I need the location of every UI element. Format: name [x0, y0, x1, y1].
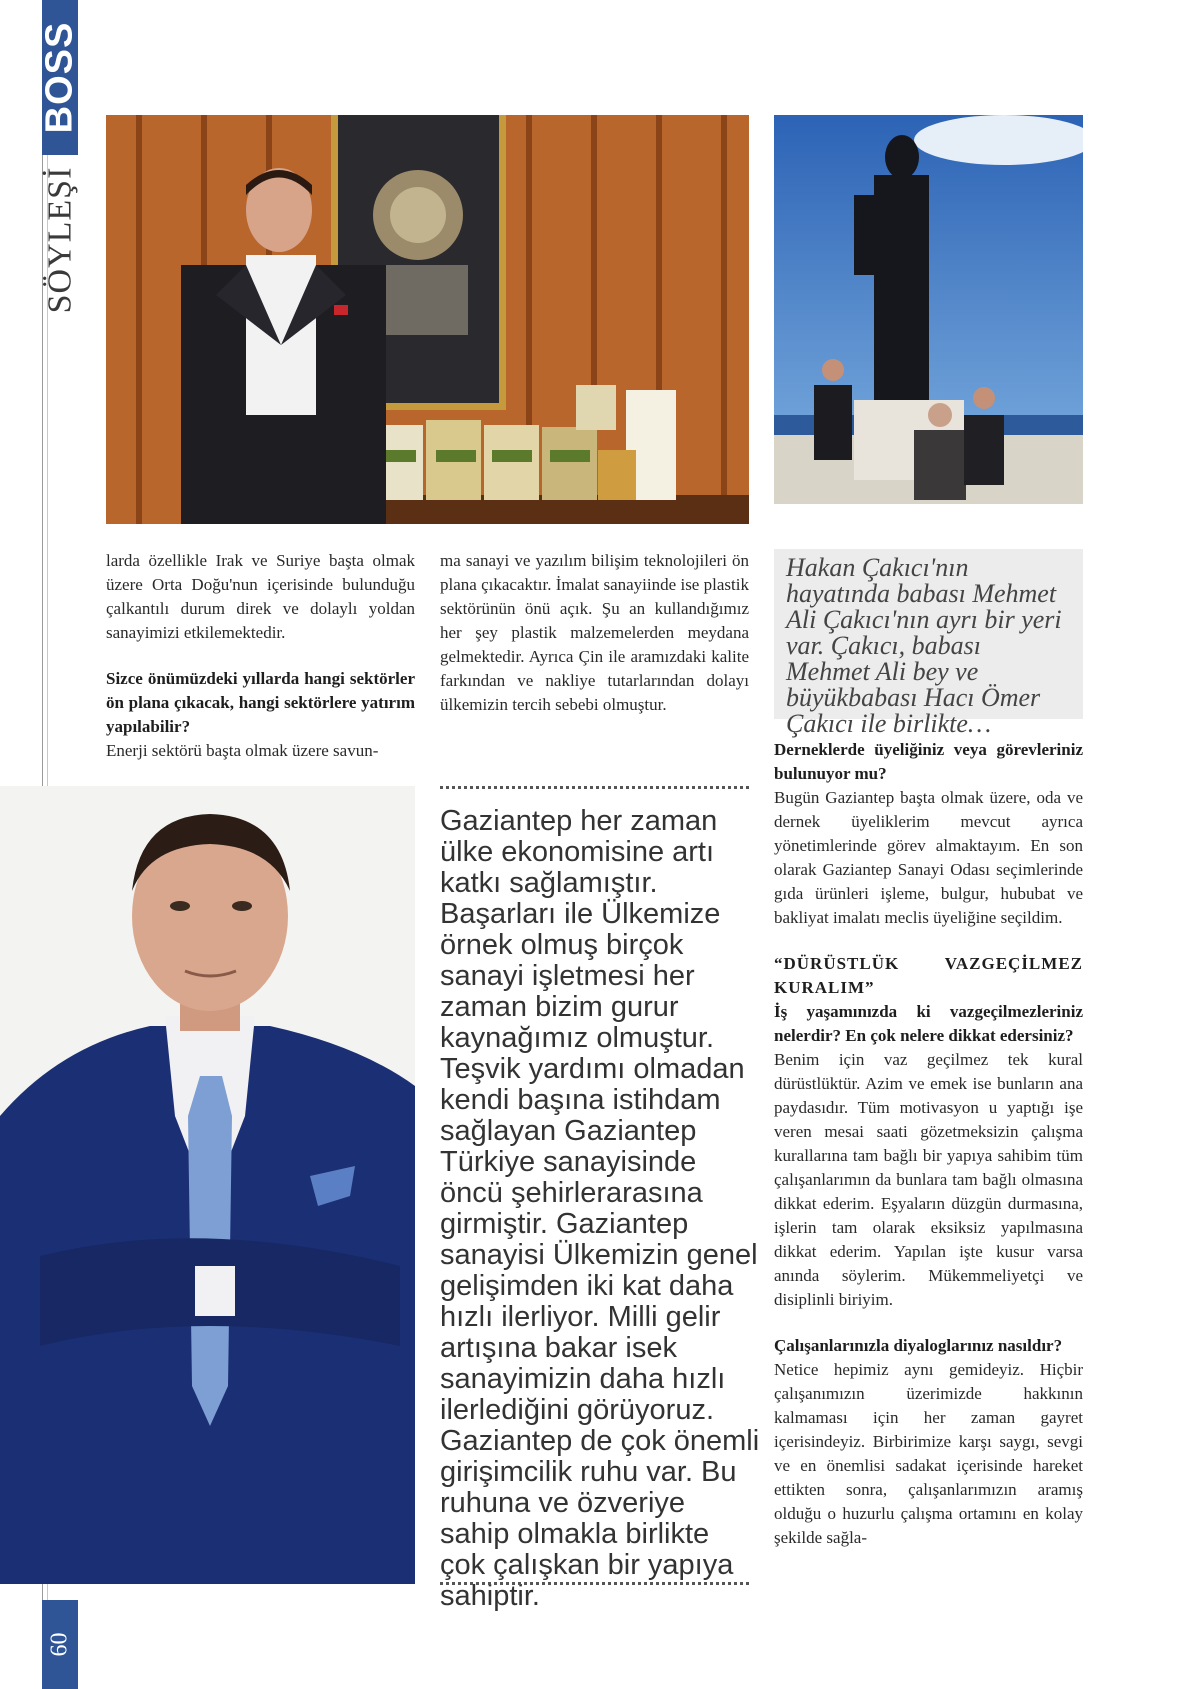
interview-answer: Bugün Gaziantep başta olmak üzere, oda ve dernek üyeliklerim mevcut ayrıca yönetimlerinde görev almaktayım. En son olarak Gaziantep Sanayi Odası seçimlerinde gıda ürünleri işleme, bulgur, hububat ve bakliyat imalatı meclis üyeliğine seçildim.	[774, 788, 1083, 927]
interview-question: Çalışanlarınızla diyaloglarınız nasıldır?	[774, 1336, 1063, 1355]
article-column-2	[440, 549, 749, 717]
body-paragraph: larda özellikle Irak ve Suriye başta olmak üzere Orta Doğu'nun içerisinde bulunduğu çalkantılı durum direk ve dolaylı yoldan sanayimizi etkilemektedir.	[106, 551, 415, 642]
pullquote-divider-bottom	[440, 1582, 749, 1585]
section-label: SÖYLEŞİ	[41, 166, 79, 314]
interview-question: Sizce önümüzdeki yıllarda hangi sektörler ön plana çıkacak, hangi sektörlere yatırım yapılabilir?	[106, 669, 415, 736]
page-number: 60	[46, 1632, 73, 1657]
interview-question: İş yaşamınızda ki vazgeçilmezleriniz nelerdir? En çok nelere dikkat edersiniz?	[774, 1002, 1083, 1045]
pull-quote: Gaziantep her zaman ülke ekonomisine artı katkı sağlamıştır. Başarları ile Ülkemize örnek olmuş birçok sanayi işletmesi her zaman bizim gurur kaynağımız olmuştur. Teşvik yardımı olmadan kendi başına istihdam sağlayan Gaziantep Türkiye sanayisinde öncü şehirlerarasına girmiştir. Gaziantep sanayisi Ülkemizin genel gelişimden iki kat daha hızlı ilerliyor. Milli gelir artışına bakar isek sanayimizin daha hızlı ilerlediğini görüyoruz. Gaziantep de çok önemli girişimcilik ruhu var. Bu ruhuna ve özveriye sahip olmakla birlikte çok çalışkan bir yapıya sahiptir.	[440, 805, 760, 1612]
interview-answer: Enerji sektörü başta olmak üzere savun-	[106, 741, 379, 760]
body-paragraph: ma sanayi ve yazılım bilişim teknolojileri ön plana çıkacaktır. İmalat sanayiinde ise plastik sektörünün önü açık. Şu an kullandığımız her şey plastik malzemelerden meydana gelmektedir. Ayrıca Çin ile aramızdaki kalite farkından ve nakliye tutarlarından dolayı ülkemizin tercih sebebi olmuştur.	[440, 551, 749, 714]
portrait-photo	[0, 786, 415, 1584]
statue-photo	[774, 115, 1083, 504]
interview-answer: Netice hepimiz aynı gemideyiz. Hiçbir çalışanımızın üzerimizde hakkının kalmaması için her zaman gayret içerisindeyiz. Birbirimize karşı saygı, sevgi ve en önemlisi sadakat içerisinde hareket ettikten sonra, çalışanlarımızın aramış olduğu o huzurlu çalışma ortamını en kolay şekilde sağla-	[774, 1360, 1083, 1547]
article-column-1	[106, 549, 415, 763]
page-number-tab	[42, 1600, 78, 1689]
office-photo	[106, 115, 749, 524]
brand-logo: BOSS	[38, 21, 81, 134]
section-label-box	[38, 165, 82, 315]
article-column-3	[774, 738, 1083, 1550]
interview-question: Derneklerde üyeliğiniz veya görevleriniz bulunuyor mu?	[774, 740, 1083, 783]
interview-answer: Benim için vaz geçilmez tek kural dürüstlüktür. Azim ve emek ise bunların ana paydasıdır. Tüm motivasyon u yaptığı işe veren mesai saati gözetmeksizin çalışma kurallarına tam bağlı bir yapıya sahibim tüm çalışanlarımın da bunlara tam bağlı olmasına dikkat ederim. Eşyaların düzgün durmasına, işlerin tam olarak eksiksiz yapılmasına dikkat ederim. Yapılan işte kusur varsa anında söylerim. Mükemmeliyetçi ve disiplinli biriyim.	[774, 1050, 1083, 1309]
brand-tab	[38, 0, 81, 155]
pullquote-divider-top	[440, 786, 749, 789]
photo-caption: Hakan Çakıcı'nın hayatında babası Mehmet Ali Çakıcı'nın ayrı bir yeri var. Çakıcı, babası Mehmet Ali bey ve büyükbabası Hacı Ömer Çakıcı ile birlikte…	[774, 549, 1083, 719]
section-headline: “DÜRÜSTLÜK VAZGEÇİLMEZ KURALIM”	[774, 954, 1083, 997]
